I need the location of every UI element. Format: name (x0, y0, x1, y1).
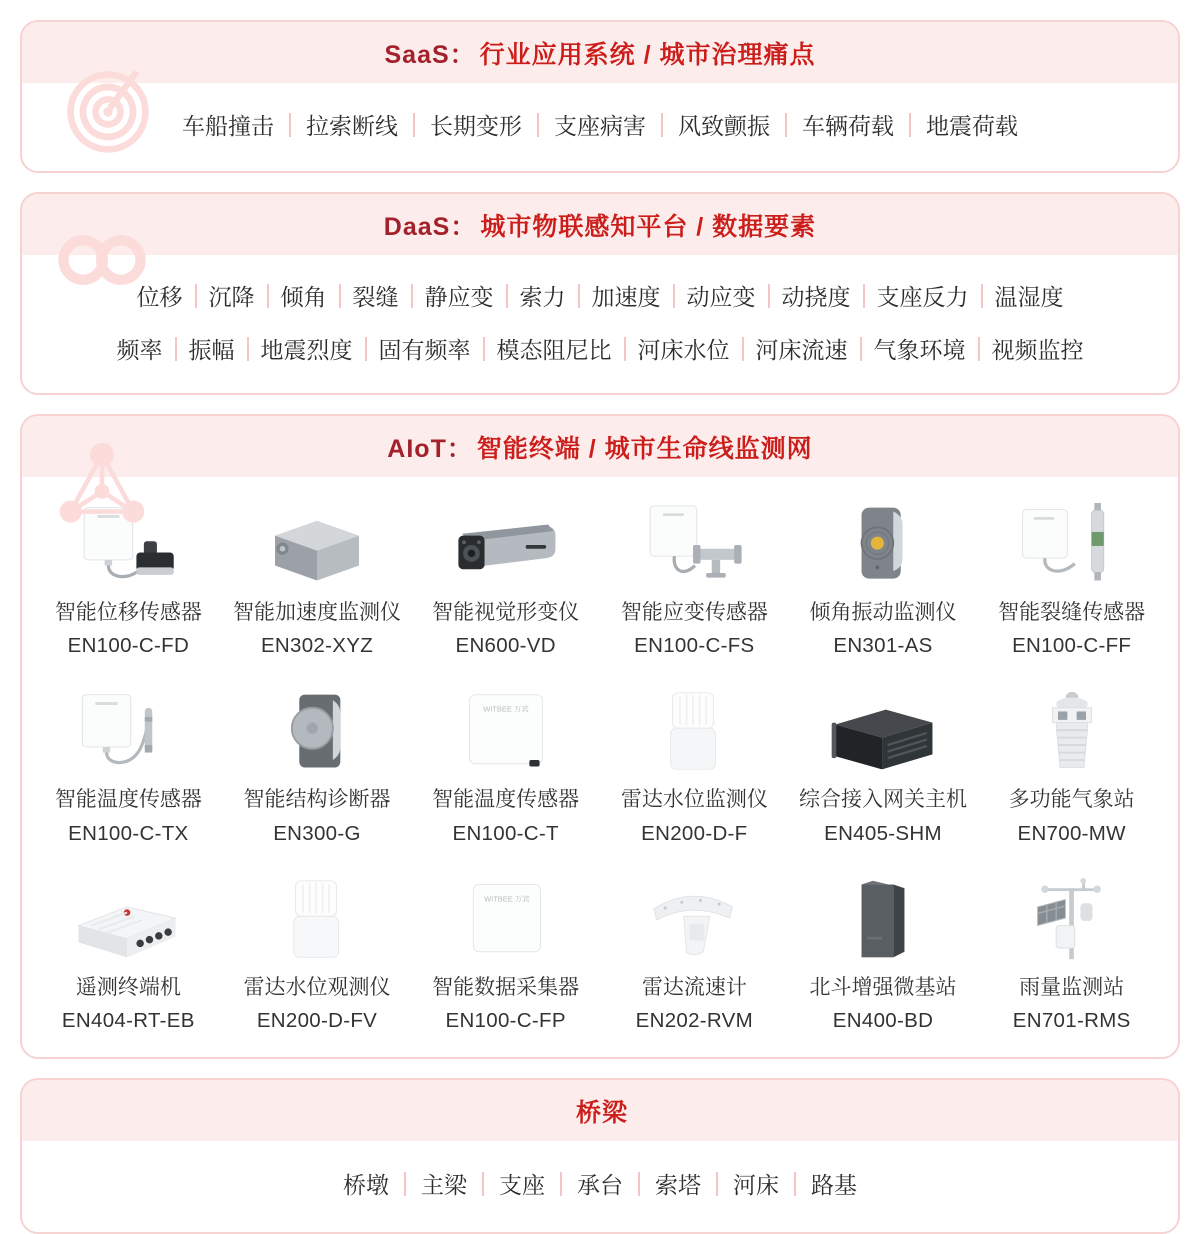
tilt-vibration-photo (791, 499, 976, 589)
product-name: 雷达水位监测仪 (620, 788, 768, 812)
product-model: EN100-C-FD (67, 634, 190, 658)
tag-item: 河床水位 (625, 332, 743, 365)
daas-items-row1 (22, 255, 1178, 318)
daas-title-text: 城市物联感知平台 / 数据要素 (480, 213, 817, 241)
product-card (34, 862, 223, 1049)
structure-diagnostic-photo (225, 686, 410, 776)
product-model: EN200-D-F (641, 821, 748, 845)
tag-item: 承台 (561, 1167, 639, 1200)
tag-item: 裂缝 (340, 279, 412, 312)
strain-sensor-photo (602, 499, 787, 589)
data-collector-photo (413, 874, 598, 964)
product-name: 智能视觉形变仪 (432, 601, 580, 624)
product-name: 雷达水位观测仪 (243, 975, 391, 999)
product-model: EN200-D-FV (256, 1009, 378, 1033)
product-card (223, 487, 412, 674)
tag-item: 加速度 (579, 279, 674, 312)
product-card (411, 487, 600, 674)
saas-title-text: 行业应用系统 / 城市治理痛点 (479, 41, 816, 69)
tag-item: 长期变形 (414, 108, 538, 141)
radar-water-level-observer-photo (225, 874, 410, 964)
section-saas (20, 20, 1180, 173)
tag-item: 固有频率 (366, 332, 484, 365)
product-name: 智能结构诊断器 (243, 788, 391, 812)
daas-items-row2 (22, 318, 1178, 393)
product-name: 综合接入网关主机 (798, 788, 967, 812)
product-card (977, 674, 1166, 861)
tag-item: 河床 (717, 1167, 795, 1200)
product-model: EN100-C-FS (634, 634, 755, 658)
product-card (600, 862, 789, 1049)
saas-items (22, 83, 1178, 171)
product-name: 智能数据采集器 (432, 975, 580, 999)
temperature-sensor-photo (413, 686, 598, 776)
section-daas (20, 192, 1180, 395)
product-card (411, 674, 600, 861)
brand-label: WITBEE 万宾 (483, 894, 530, 904)
tag-item: 温湿度 (982, 279, 1077, 312)
tag-item: 位移 (136, 284, 183, 310)
bridge-items (22, 1141, 1178, 1232)
product-card (34, 674, 223, 861)
displacement-sensor-photo (36, 499, 221, 589)
product-card (34, 487, 223, 674)
saas-title (22, 22, 1178, 83)
rain-monitoring-station-photo (979, 874, 1164, 964)
bridge-title-text: 桥梁 (575, 1099, 628, 1128)
tag-item: 路基 (795, 1167, 873, 1200)
accelerometer-photo (225, 499, 410, 589)
product-model: EN100-C-T (452, 821, 559, 845)
product-name: 智能温度传感器 (54, 788, 202, 812)
tag-item: 车辆荷载 (786, 108, 910, 141)
section-aiot (20, 414, 1180, 1059)
product-model: EN100-C-FP (445, 1009, 566, 1033)
daas-title-prefix: DaaS： (383, 213, 477, 241)
aiot-title (22, 416, 1178, 477)
aiot-title-text: 智能终端 / 城市生命线监测网 (476, 435, 813, 463)
product-model: EN301-AS (833, 634, 933, 658)
tag-item: 动挠度 (769, 279, 864, 312)
product-model: EN300-G (273, 821, 361, 845)
gateway-server-photo (791, 686, 976, 776)
tag-item: 视频监控 (979, 332, 1097, 365)
tag-item: 主梁 (405, 1167, 483, 1200)
crack-sensor-photo (979, 499, 1164, 589)
tag-item: 风致颤振 (662, 108, 786, 141)
saas-title-prefix: SaaS： (384, 41, 476, 69)
tag-item: 地震烈度 (248, 332, 366, 365)
product-card (789, 674, 978, 861)
tag-item: 车船撞击 (182, 113, 274, 139)
product-name: 雷达流速计 (641, 975, 747, 999)
tag-item: 静应变 (412, 279, 507, 312)
telemetry-terminal-photo (36, 874, 221, 964)
bridge-title (22, 1080, 1178, 1141)
product-name: 智能加速度监测仪 (232, 601, 401, 624)
aiot-title-prefix: AIoT： (387, 435, 473, 463)
tag-item: 动应变 (674, 279, 769, 312)
tag-item: 索塔 (639, 1167, 717, 1200)
tag-item: 拉索断线 (290, 108, 414, 141)
radar-water-level-photo (602, 686, 787, 776)
tag-item: 索力 (507, 279, 579, 312)
product-card (789, 487, 978, 674)
product-model: EN701-RMS (1012, 1009, 1131, 1033)
product-card (977, 862, 1166, 1049)
product-name: 智能应变传感器 (620, 601, 768, 624)
product-name: 多功能气象站 (1008, 788, 1135, 812)
product-name: 智能裂缝传感器 (998, 601, 1146, 624)
product-name: 智能位移传感器 (54, 601, 202, 624)
tag-item: 支座 (483, 1167, 561, 1200)
product-model: EN400-BD (832, 1009, 934, 1033)
product-model: EN100-C-TX (68, 821, 189, 845)
product-model: EN302-XYZ (260, 634, 374, 658)
tag-item: 支座反力 (864, 279, 982, 312)
weather-station-photo (979, 686, 1164, 776)
tag-item: 气象环境 (861, 332, 979, 365)
tag-item: 河床流速 (743, 332, 861, 365)
product-name: 倾角振动监测仪 (809, 601, 957, 624)
product-model: EN600-VD (455, 634, 556, 658)
product-model: EN700-MW (1017, 821, 1126, 845)
section-bridge (20, 1078, 1180, 1234)
tag-item: 倾角 (268, 279, 340, 312)
tag-item: 支座病害 (538, 108, 662, 141)
temperature-sensor-probe-photo (36, 686, 221, 776)
product-card (600, 674, 789, 861)
radar-flow-meter-photo (602, 874, 787, 964)
tag-item: 振幅 (176, 332, 248, 365)
brand-label: WITBEE 万宾 (482, 704, 529, 714)
product-model: EN100-C-FF (1012, 634, 1132, 658)
product-card (977, 487, 1166, 674)
tag-item: 桥墩 (343, 1172, 389, 1199)
product-name: 智能温度传感器 (432, 788, 580, 812)
daas-title (22, 194, 1178, 255)
product-card (223, 674, 412, 861)
product-card (789, 862, 978, 1049)
beidou-base-station-photo (791, 874, 976, 964)
product-model: EN405-SHM (824, 821, 942, 845)
vision-camera-photo (413, 499, 598, 589)
product-name: 遥测终端机 (75, 975, 181, 999)
product-model: EN404-RT-EB (61, 1009, 195, 1033)
tag-item: 频率 (116, 337, 163, 363)
product-card (600, 487, 789, 674)
product-name: 雨量监测站 (1019, 975, 1125, 999)
tag-item: 地震荷载 (910, 108, 1034, 141)
product-name: 北斗增强微基站 (809, 975, 957, 999)
product-model: EN202-RVM (635, 1009, 754, 1033)
product-card (223, 862, 412, 1049)
tag-item: 沉降 (196, 279, 268, 312)
product-grid (22, 477, 1178, 1057)
tag-item: 模态阻尼比 (484, 332, 625, 365)
product-card (411, 862, 600, 1049)
